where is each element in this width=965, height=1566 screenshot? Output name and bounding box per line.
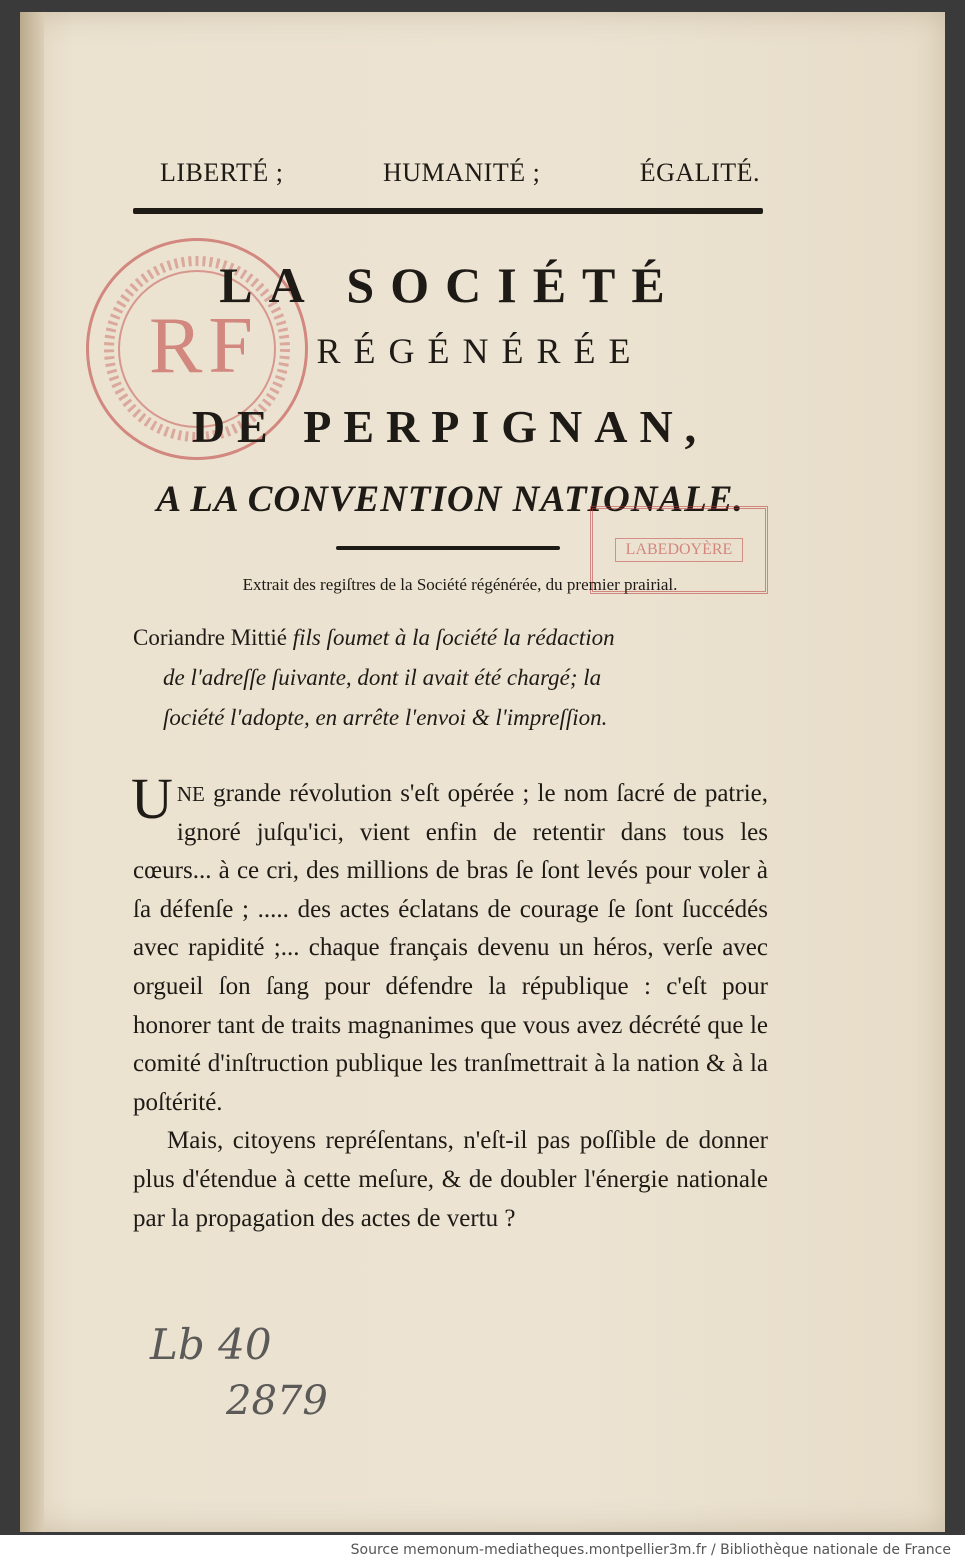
body-paragraph-1-text: grande révolution s'eſt opérée ; le nom ſacré de patrie, ignoré juſqu'ici, vient enfin de retentir dans tous les cœurs... à ce cri, des millions de bras ſe ſont levés pour voler à ſa défenſe ; ..... des actes éclatans de courage ſe ſont ſuccédés avec rapidité ;... chaque français devenu un héros, verſe avec orgueil ſon ſang pour défendre la république : c'eſt pour honorer tant de traits magnanimes que vous avez décrété que le comité d'inſtruction publique les tranſmettrait à la nation & à la poſtérité. <box>133 780 768 1116</box>
extract-line: Extrait des regiſtres de la Société régénérée, du premier prairial. <box>242 575 678 594</box>
body-text <box>131 766 768 1238</box>
motto-humanite: HUMANITÉ ; <box>382 158 541 187</box>
title-line-2: RÉGÉNÉRÉE <box>316 331 644 371</box>
source-caption: Source memonum-mediatheques.montpellier3m.fr / Bibliothèque nationale de France <box>350 1542 951 1558</box>
title-line-1: LA SOCIÉTÉ <box>219 257 681 313</box>
intro-line-2: de l'adreſſe ſuivante, dont il avait été chargé; la <box>163 665 602 690</box>
intro-line-3-a: ſociété l'adopte <box>163 705 304 730</box>
motto-egalite: ÉGALITÉ. <box>639 158 760 187</box>
drop-cap-smallcaps: NE <box>176 782 205 806</box>
shelfmark-line-1: Lb 40 <box>150 1320 272 1369</box>
intro-line-1 <box>133 618 773 658</box>
intro-paragraph <box>133 618 773 738</box>
body-paragraph-2: Mais, citoyens repréſentans, n'eſt-il pas poſſible de donner plus d'étendue à cette meſure, & de doubler l'énergie nationale par la propagation des actes de vertu ? <box>133 1127 768 1232</box>
intro-line-3 <box>133 698 773 738</box>
drop-cap: U <box>131 766 173 831</box>
handwritten-shelfmark <box>130 1320 370 1430</box>
title-line-4: A LA CONVENTION NATIONALE. <box>156 479 744 520</box>
motto-liberte: LIBERTÉ ; <box>160 158 284 187</box>
intro-line-3-b: , en arrête l'envoi & l'impreſſion. <box>303 705 608 730</box>
stamp-rect-label: LABEDOYÈRE <box>615 538 744 562</box>
intro-line-1-rest: fils ſoumet à la ſociété la rédaction <box>292 625 615 650</box>
motto-header <box>160 158 760 188</box>
stamp-rf: RF <box>149 302 259 390</box>
header-rule <box>133 208 763 214</box>
body-paragraph-1 <box>131 766 768 1122</box>
shelfmark-line-2: 2879 <box>226 1378 328 1424</box>
title-rule <box>336 546 560 550</box>
intro-name: Coriandre Mittié <box>133 625 287 650</box>
title-line-3: DE PERPIGNAN, <box>191 401 709 452</box>
